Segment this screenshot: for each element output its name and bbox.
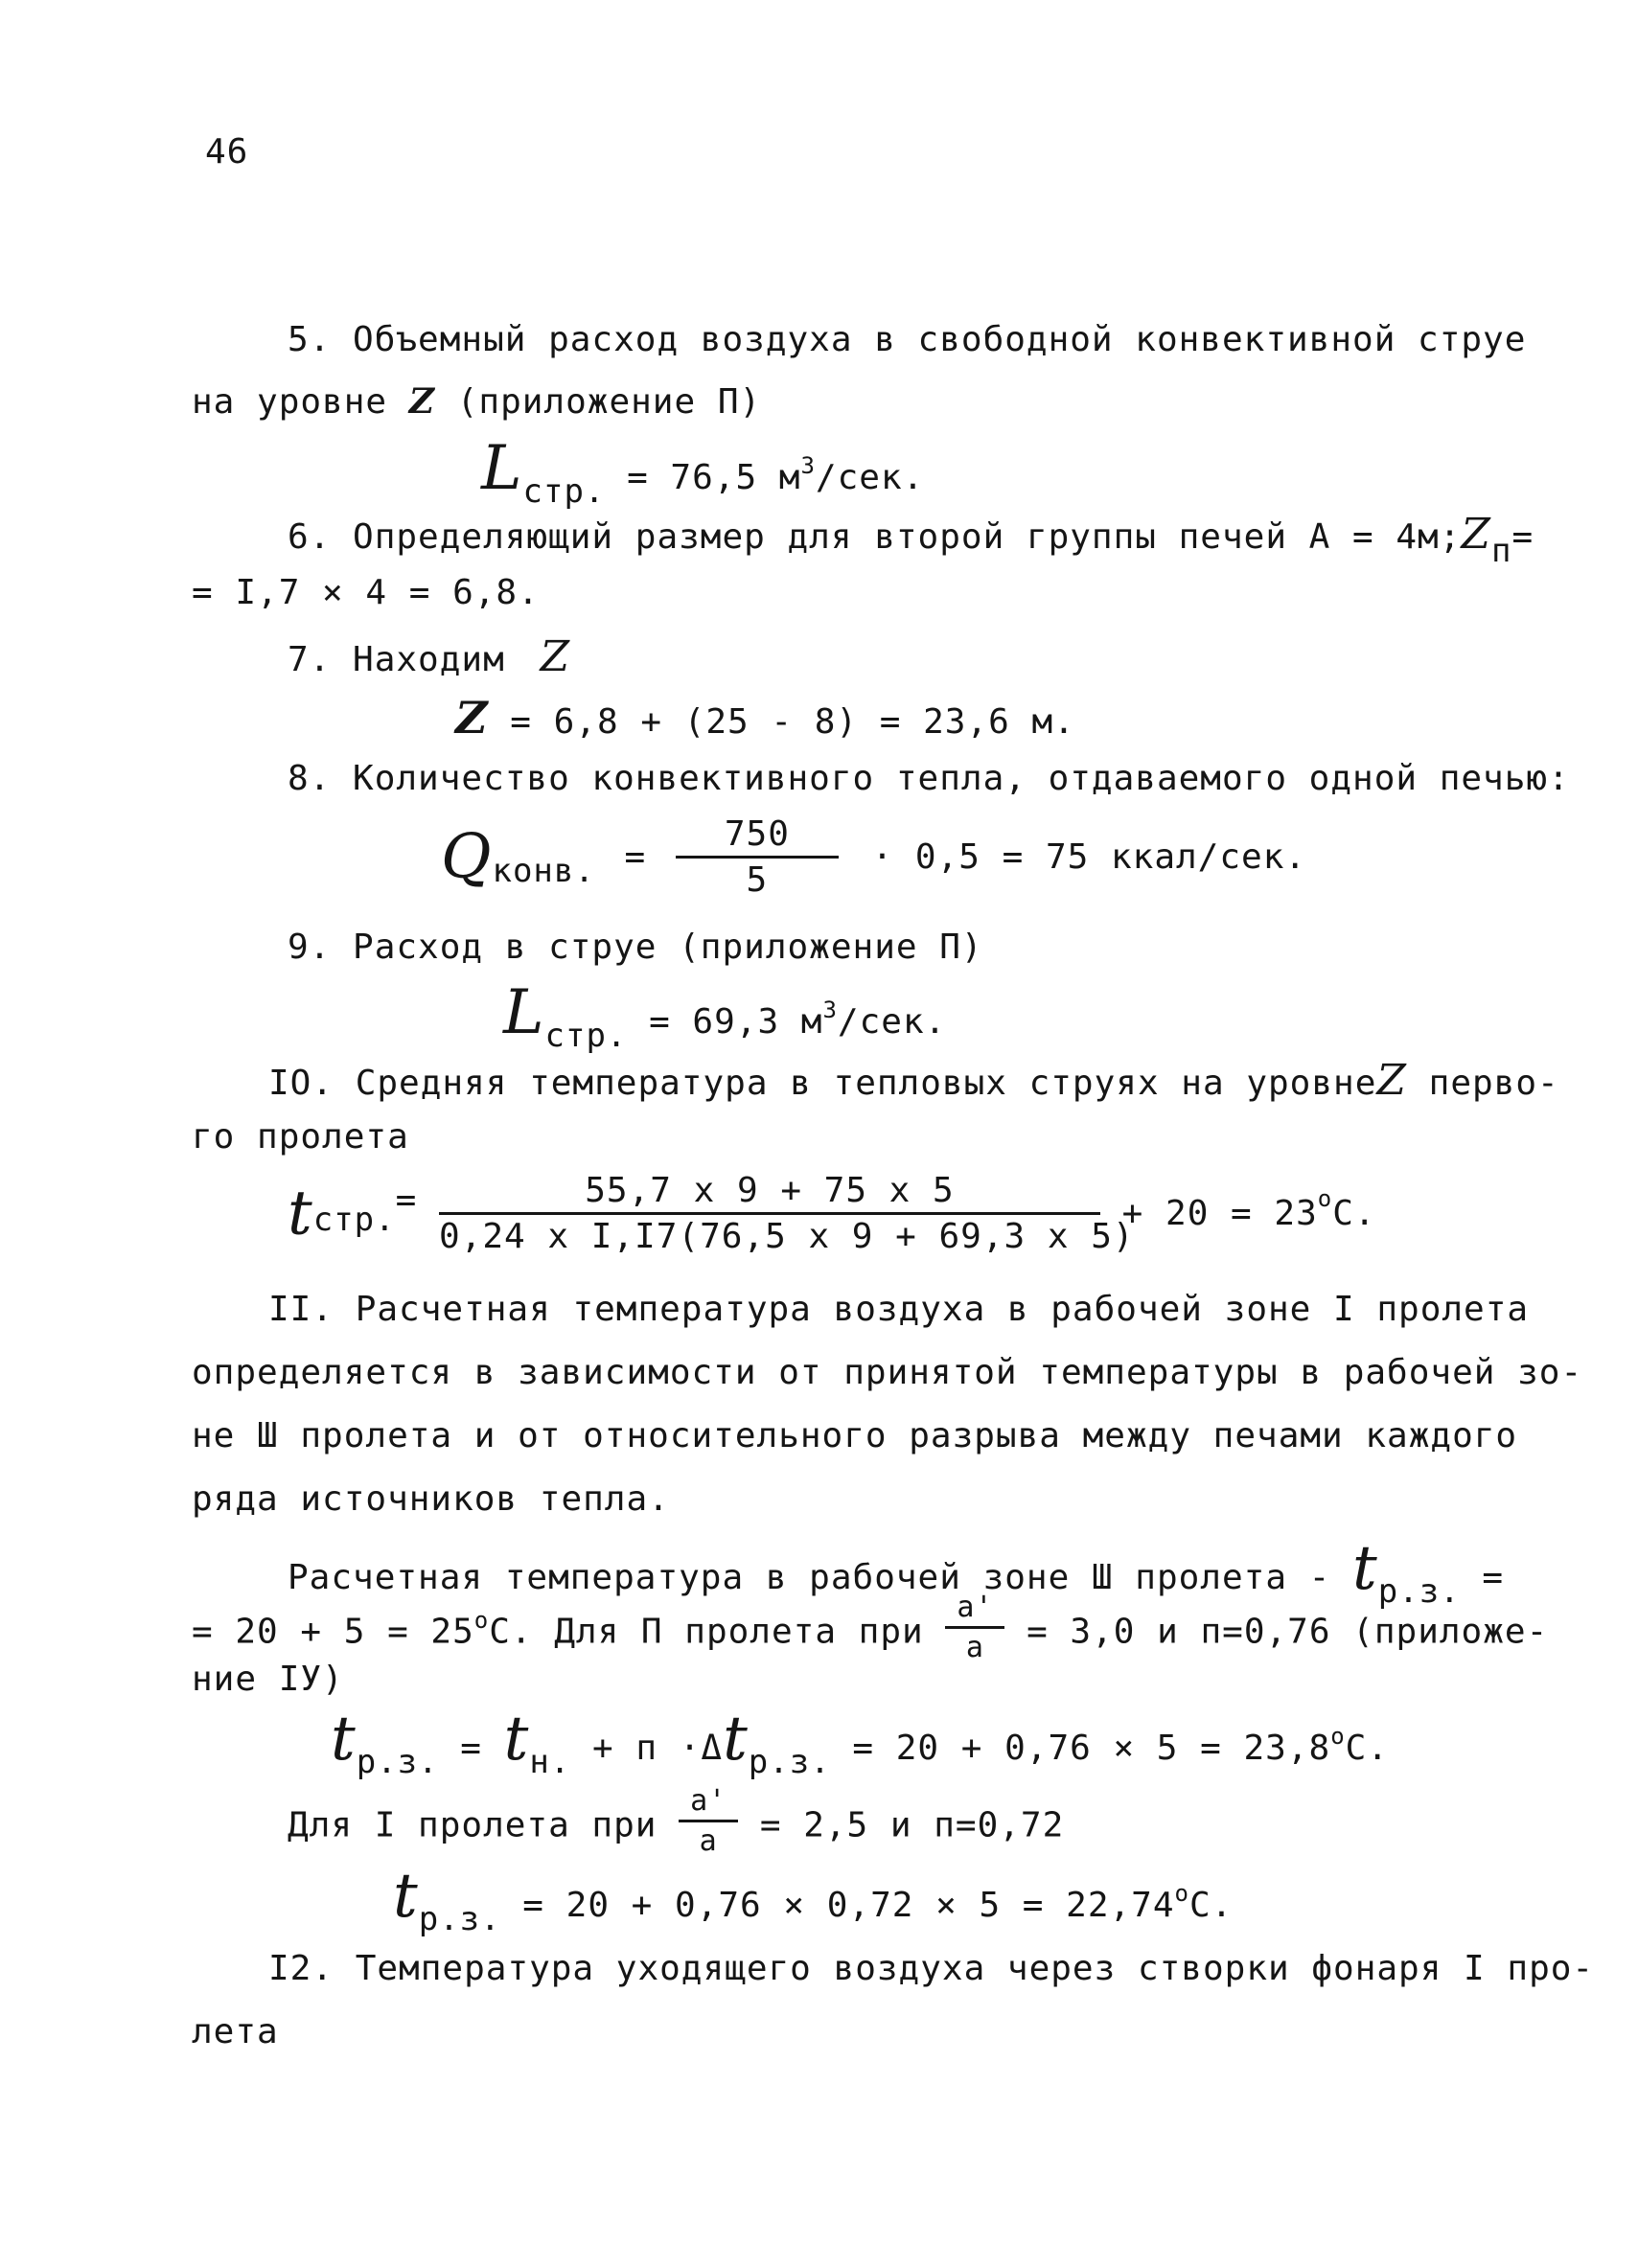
formula-work-zone-temperature-2: [393, 1861, 1234, 1938]
temperature-subscript: р.з.: [748, 1743, 831, 1781]
airflow-unit-exponent: 3: [800, 452, 816, 479]
plus-delta: + п ·Δ: [592, 1729, 724, 1768]
degree-unit: С.: [1332, 1194, 1376, 1233]
ratio-fraction: [945, 1591, 1004, 1664]
paragraph-11-line1: II. Расчетная температура воздуха в рабочей зоне I пролета: [268, 1290, 1530, 1329]
equals-sign: =: [624, 837, 647, 877]
z-symbol: Z: [408, 381, 436, 422]
paragraph-11b-text: Расчетная температура в рабочей зоне Ш пролета -: [288, 1558, 1331, 1597]
paragraph-11-line4: ряда источников тепла.: [192, 1479, 670, 1519]
paragraph-11-line2: определяется в зависимости от принятой температуры в рабочей зо-: [192, 1353, 1583, 1392]
airflow-subscript: стр.: [544, 1017, 628, 1055]
airflow-unit: /сек.: [815, 458, 925, 497]
temperature-symbol: t: [723, 1704, 749, 1775]
formula-z: [455, 692, 1075, 744]
paragraph-5-line1: 5. Объемный расход воздуха в свободной конвективной струе: [288, 320, 1527, 359]
paragraph-11b-line1: [288, 1533, 1505, 1611]
heat-fraction: [676, 814, 839, 900]
paragraph-11b-line3: ние IУ): [192, 1660, 344, 1699]
fraction-numerator: а': [679, 1784, 738, 1822]
jet-temperature-fraction: [438, 1171, 1135, 1256]
airflow-value: = 69,3 м: [649, 1002, 823, 1042]
fraction-denominator: 0,24 х I,I7(76,5 х 9 + 69,3 х 5): [438, 1217, 1135, 1256]
paragraph-11c: [288, 1784, 1065, 1864]
temperature-subscript: р.з.: [356, 1743, 439, 1781]
fraction-denominator: 5: [746, 860, 769, 900]
airflow-value: = 76,5 м: [627, 458, 801, 497]
fraction-numerator: 55,7 х 9 + 75 х 5: [439, 1171, 1100, 1215]
work-zone-result: = 20 + 0,76 × 0,72 × 5 = 22,74: [522, 1886, 1175, 1925]
airflow-symbol: L: [503, 977, 545, 1048]
paragraph-12-line1: I2. Температура уходящего воздуха через створки фонаря I про-: [268, 1949, 1595, 1988]
temperature-symbol: t: [288, 1178, 313, 1249]
airflow-subscript: стр.: [522, 472, 606, 511]
jet-temperature-result: + 20 = 23: [1121, 1194, 1318, 1233]
equals-sign: =: [395, 1180, 418, 1220]
degree-mark: о: [473, 1606, 490, 1634]
paragraph-5-line2: [192, 381, 761, 422]
z-subscript: п: [1490, 532, 1512, 570]
paragraph-12-line2: лета: [192, 2012, 279, 2051]
paragraph-6-text: 6. Определяющий размер для второй группы печей А = 4м;: [288, 517, 1462, 557]
paragraph-5-text: на уровне: [192, 382, 388, 422]
paragraph-8: 8. Количество конвективного тепла, отдаваемого одной печью:: [288, 759, 1570, 798]
degree-mark: о: [1330, 1723, 1346, 1750]
paragraph-10-text-end: перво-: [1428, 1064, 1559, 1103]
paragraph-11-line3: не Ш пролета и от относительного разрыва между печами каждого: [192, 1416, 1518, 1455]
airflow-unit-exponent: 3: [822, 997, 838, 1023]
heat-result: · 0,5 = 75 ккал/сек.: [871, 837, 1307, 877]
formula-airflow-1: [481, 433, 925, 511]
paragraph-10-line2: го пролета: [192, 1117, 409, 1157]
equals-sign: =: [1482, 1558, 1505, 1597]
paragraph-6-line1: [288, 510, 1534, 570]
temperature-symbol: t: [1352, 1533, 1378, 1604]
paragraph-5-appendix: (приложение П): [456, 382, 762, 422]
paragraph-9: 9. Расход в струе (приложение П): [288, 928, 983, 967]
z-symbol: Z: [1461, 510, 1491, 559]
paragraph-11b-value: = 20 + 5 = 25: [192, 1612, 474, 1652]
ratio-fraction: [679, 1784, 738, 1858]
airflow-symbol: L: [481, 433, 523, 504]
paragraph-6-line2: = I,7 × 4 = 6,8.: [192, 573, 540, 612]
paragraph-11b-text-mid: С. Для П пролета при: [489, 1612, 924, 1652]
formula-airflow-2: [503, 977, 947, 1055]
temperature-symbol: t: [393, 1861, 419, 1932]
equals-sign: =: [460, 1729, 482, 1768]
degree-mark: о: [1317, 1184, 1333, 1212]
outdoor-temperature-subscript: н.: [529, 1743, 571, 1781]
degree-mark: о: [1174, 1880, 1189, 1907]
temperature-subscript: р.з.: [1377, 1572, 1461, 1611]
paragraph-10-line1: [268, 1056, 1559, 1105]
paragraph-7-text: 7. Находим: [288, 640, 505, 679]
work-zone-result: = 20 + 0,76 × 5 = 23,8: [852, 1729, 1331, 1768]
z-symbol: Z: [1376, 1056, 1407, 1105]
paragraph-7: [288, 632, 570, 681]
formula-jet-temperature: [288, 1171, 1376, 1256]
temperature-subscript: стр.: [312, 1200, 396, 1239]
heat-subscript: конв.: [492, 851, 595, 890]
fraction-numerator: а': [945, 1591, 1004, 1629]
formula-heat: [441, 814, 1306, 900]
paragraph-10-text: IO. Средняя температура в тепловых струях на уровне: [268, 1064, 1377, 1103]
heat-symbol: Q: [441, 821, 493, 893]
fraction-numerator: 750: [676, 814, 839, 859]
z-symbol: Z: [455, 692, 489, 744]
z-symbol: Z: [540, 632, 571, 681]
fraction-denominator: а: [699, 1824, 718, 1858]
paragraph-11c-text-end: = 2,5 и п=0,72: [759, 1805, 1065, 1845]
paragraph-11b-text-end: = 3,0 и п=0,76 (приложе-: [1027, 1612, 1549, 1652]
page-number: 46: [205, 132, 249, 172]
temperature-symbol: t: [331, 1704, 357, 1775]
equals-sign: =: [1511, 517, 1534, 557]
degree-unit: С.: [1345, 1729, 1390, 1768]
degree-unit: С.: [1188, 1886, 1234, 1925]
temperature-symbol: t: [503, 1704, 530, 1775]
fraction-denominator: а: [965, 1631, 984, 1664]
temperature-subscript: р.з.: [418, 1900, 501, 1938]
formula-work-zone-temperature-1: [331, 1704, 1390, 1781]
airflow-unit: /сек.: [837, 1002, 947, 1042]
paragraph-11c-text: Для I пролета при: [288, 1805, 658, 1845]
formula-z-value: = 6,8 + (25 - 8) = 23,6 м.: [510, 702, 1075, 742]
